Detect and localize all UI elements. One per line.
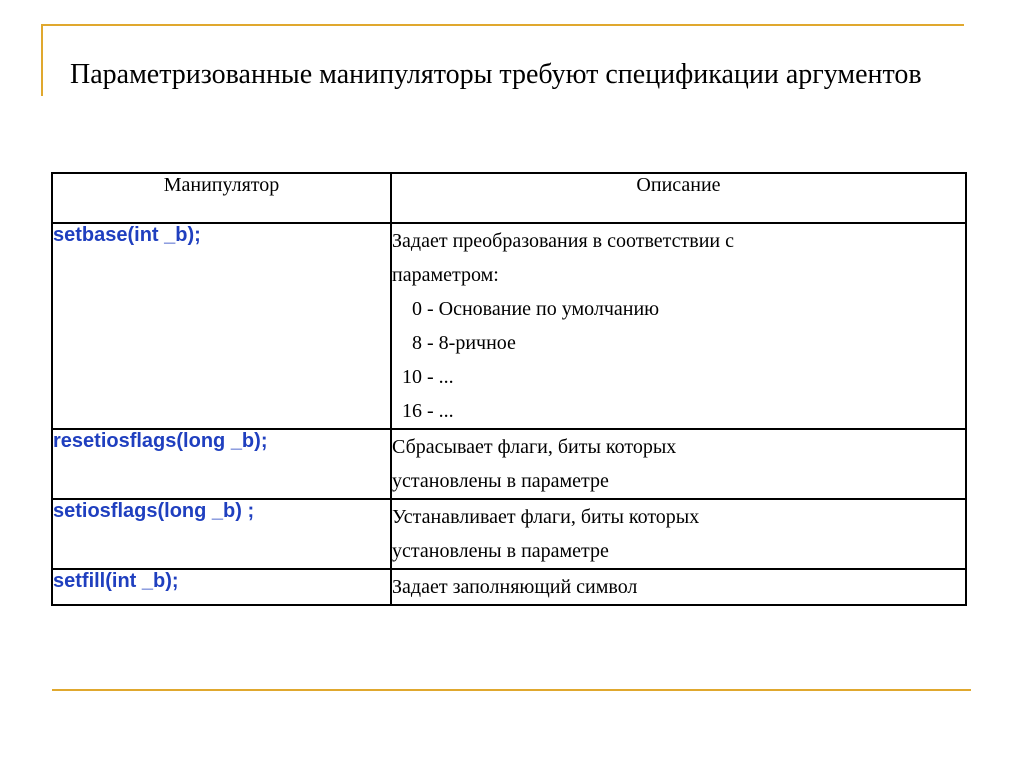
manipulator-cell: resetiosflags(long _b); bbox=[52, 429, 391, 499]
slide-title: Параметризованные манипуляторы требуют спецификации аргументов bbox=[70, 59, 922, 90]
description-line: Сбрасывает флаги, биты которых bbox=[392, 436, 677, 458]
manipulator-cell: setiosflags(long _b) ; bbox=[52, 499, 391, 569]
description-cell bbox=[391, 429, 966, 499]
description-line: Устанавливает флаги, биты которых bbox=[392, 506, 700, 528]
manipulator-cell: setbase(int _b); bbox=[52, 223, 391, 429]
description-line: 16 - ... bbox=[392, 400, 454, 422]
description-cell bbox=[391, 499, 966, 569]
table-row bbox=[52, 223, 966, 429]
frame-left-line bbox=[41, 24, 43, 96]
description-line: 10 - ... bbox=[392, 366, 454, 388]
table-header-row bbox=[52, 173, 966, 223]
description-line: параметром: bbox=[392, 264, 499, 286]
manipulators-table bbox=[51, 172, 967, 606]
frame-top-line bbox=[41, 24, 964, 26]
header-manipulator: Манипулятор bbox=[52, 173, 391, 223]
manipulator-cell: setfill(int _b); bbox=[52, 569, 391, 605]
table-row bbox=[52, 429, 966, 499]
header-description: Описание bbox=[391, 173, 966, 223]
table-row bbox=[52, 499, 966, 569]
description-line: установлены в параметре bbox=[392, 540, 609, 562]
description-cell bbox=[391, 223, 966, 429]
frame-bottom-line bbox=[52, 689, 971, 691]
description-line: 0 - Основание по умолчанию bbox=[392, 298, 660, 320]
description-line: 8 - 8-ричное bbox=[392, 332, 516, 354]
description-line: установлены в параметре bbox=[392, 470, 609, 492]
description-cell bbox=[391, 569, 966, 605]
table-row bbox=[52, 569, 966, 605]
description-line: Задает преобразования в соответствии с bbox=[392, 230, 734, 252]
description-line: Задает заполняющий символ bbox=[392, 576, 638, 598]
